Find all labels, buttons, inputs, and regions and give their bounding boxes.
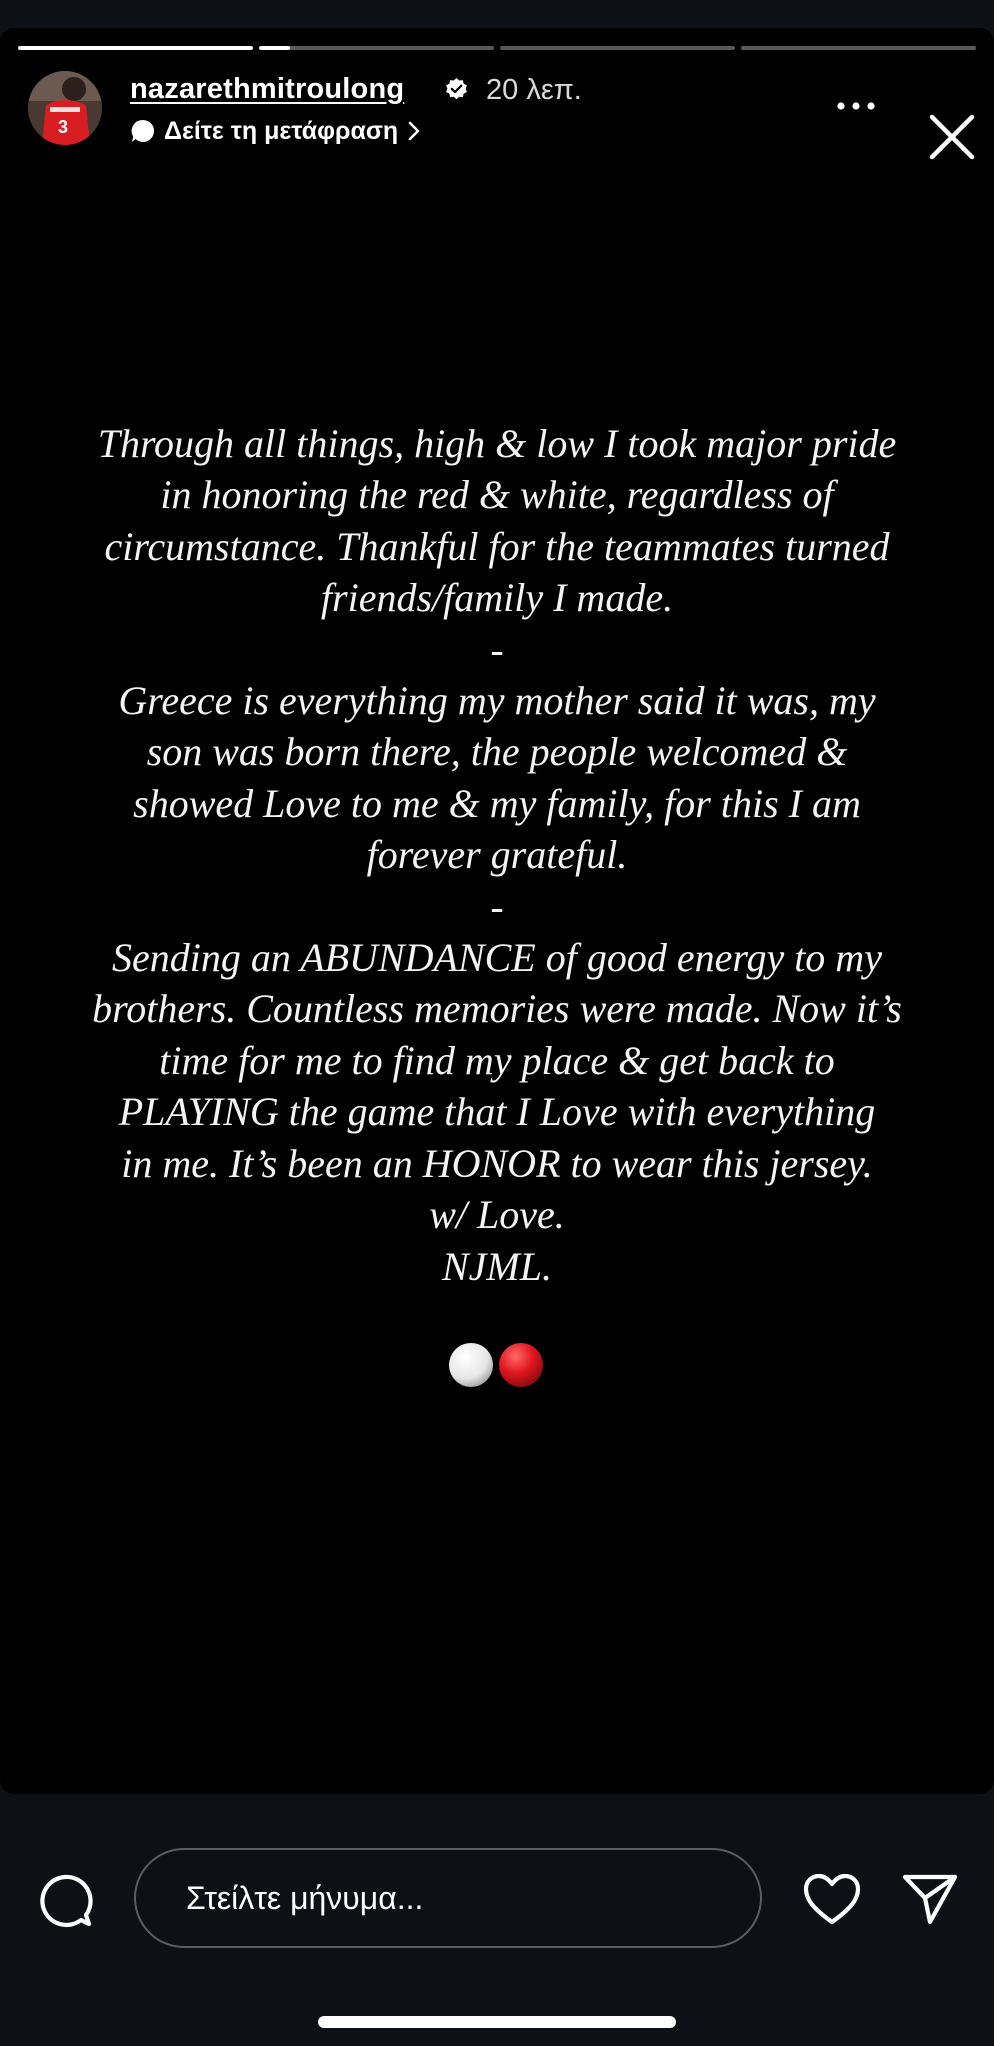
username[interactable]: nazarethmitroulong <box>130 73 405 105</box>
see-translation-label: Δείτε τη μετάφραση <box>164 116 399 145</box>
progress-segment <box>500 46 735 50</box>
post-time: 20 λεπ. <box>486 74 582 106</box>
progress-segment <box>259 46 494 50</box>
svg-text:3: 3 <box>58 117 69 137</box>
caption-signoff: w/ Love. <box>429 1192 565 1238</box>
verified-badge-icon <box>444 77 469 102</box>
more-options-icon[interactable] <box>834 91 878 121</box>
progress-segment <box>18 46 253 50</box>
send-message-input[interactable] <box>134 1848 762 1948</box>
progress-segment <box>741 46 976 50</box>
comment-icon[interactable] <box>36 1872 94 1930</box>
red-circle-icon <box>497 1341 545 1389</box>
translate-bubble-icon <box>130 118 156 144</box>
heart-icon[interactable] <box>802 1872 862 1928</box>
story-caption <box>40 418 954 1292</box>
caption-line: in me. It’s been an HONOR to wear this jersey. <box>121 1140 873 1186</box>
caption-line: PLAYING the game that I Love with everything <box>118 1089 876 1135</box>
caption-line: brothers. Countless memories were made. Now it’s <box>92 986 902 1032</box>
see-translation-link[interactable] <box>130 115 422 147</box>
caption-line: friends/family I made. <box>320 575 674 621</box>
caption-separator: - <box>490 883 504 929</box>
caption-line: Sending an ABUNDANCE of good energy to my <box>112 935 882 981</box>
caption-line: Greece is everything my mother said it was, my <box>118 678 876 724</box>
avatar[interactable] <box>28 71 102 145</box>
caption-line: time for me to find my place & get back to <box>159 1037 835 1083</box>
chevron-right-icon <box>406 120 422 142</box>
caption-line: circumstance. Thankful for the teammates turned <box>104 523 890 569</box>
home-indicator <box>318 2016 676 2028</box>
emoji-circles <box>447 1341 547 1397</box>
caption-line: showed Love to me & my family, for this I am <box>133 780 861 826</box>
send-icon[interactable] <box>900 1870 960 1928</box>
caption-line: in honoring the red & white, regardless of <box>160 472 834 518</box>
caption-line: Through all things, high & low I took major pride <box>97 421 897 466</box>
caption-separator: - <box>490 626 504 672</box>
story-progress-bar <box>18 46 976 51</box>
caption-line: forever grateful. <box>366 832 628 878</box>
caption-line: son was born there, the people welcomed & <box>146 729 848 775</box>
white-circle-icon <box>447 1341 495 1389</box>
caption-initials: NJML. <box>442 1243 552 1289</box>
story-header <box>28 71 978 147</box>
close-icon[interactable] <box>926 111 978 163</box>
